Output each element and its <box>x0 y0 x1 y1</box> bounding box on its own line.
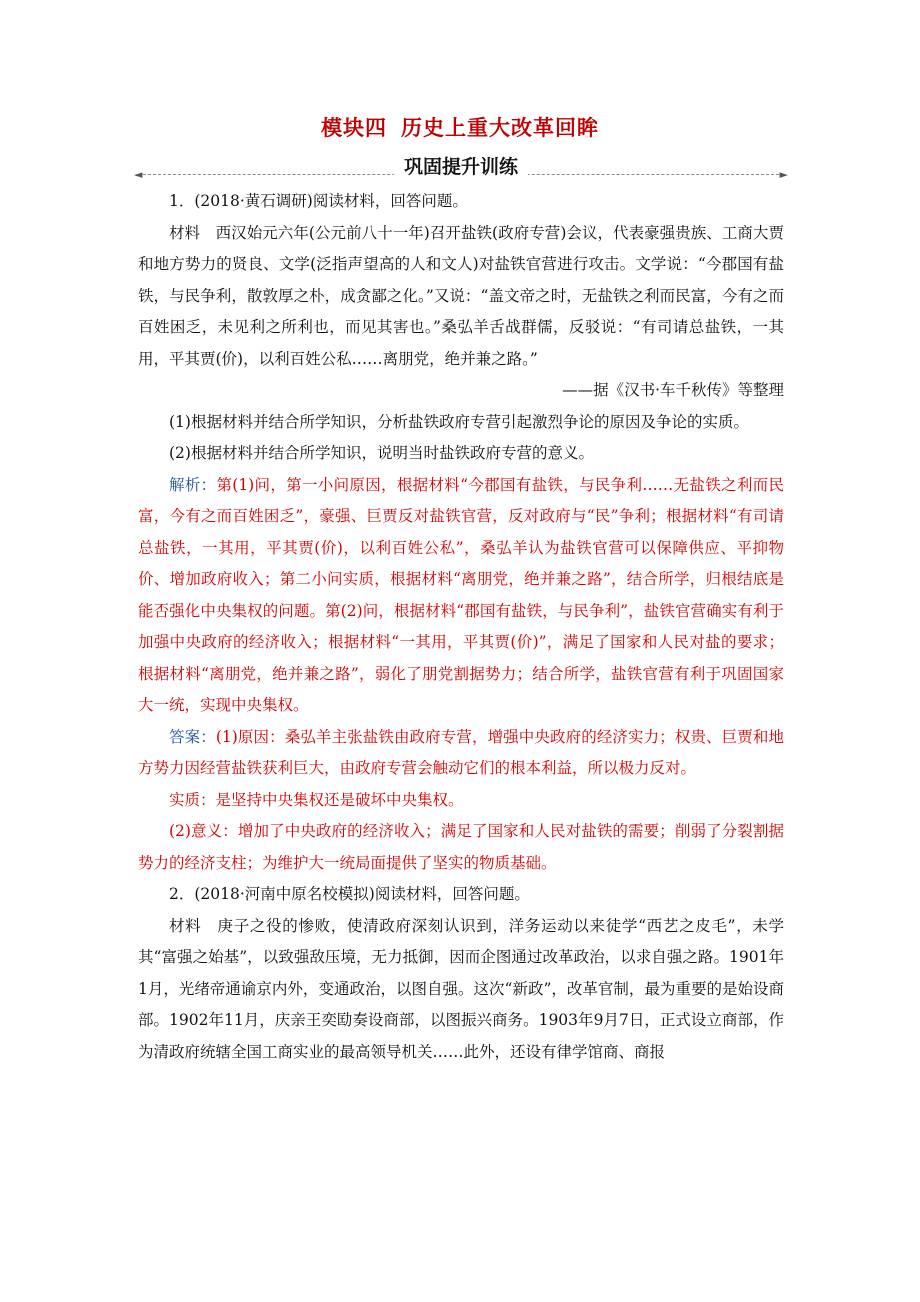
answer-label: 答案： <box>169 727 216 746</box>
question-1-essence: 实质：是坚持中央集权还是破坏中央集权。 <box>169 790 464 809</box>
question-1-analysis <box>138 470 784 722</box>
title-module: 模块四 <box>321 115 387 140</box>
question-1-sub1: (1)根据材料并结合所学知识，分析盐铁政府专营引起激烈争论的原因及争论的实质。 <box>169 412 749 431</box>
section-title: 巩固提升训练 <box>394 156 528 178</box>
analysis-text: 第(1)问，第一小问原因，根据材料“今郡国有盐铁，与民争利……无盐铁之利而民富，今有之而百姓困乏”，豪强、巨贾反对盐铁官营，反对政府与“民”争利；根据材料“有司请总盐铁，一其用，平其贾(价)，以利百姓公私”，桑弘羊认为盐铁官营可以保障供应、平抑物价、增加政府收入；第二小问实质，根据材料“离朋党，绝并兼之路”，结合所学，归根结底是能否强化中央集权的问题。第(2)问，根据材料“郡国有盐铁，与民争利”，盐铁官营确实有利于加强中央政府的经济收入；根据材料“一其用，平其贾(价)”，满足了国家和人民对盐的要求；根据材料“离朋党，绝并兼之路”，弱化了朋党割据势力；结合所学，盐铁官营有利于巩固国家大一统，实现中央集权。 <box>138 475 784 714</box>
right-arrow-icon: ► <box>779 168 788 181</box>
question-1-prompt: 1．(2018·黄石调研)阅读材料，回答问题。 <box>169 192 468 210</box>
section-header <box>134 152 788 182</box>
question-1-answer <box>138 722 784 785</box>
question-1-sub2: (2)根据材料并结合所学知识，说明当时盐铁政府专营的意义。 <box>169 444 594 462</box>
left-arrow-icon: ◄ <box>134 168 143 181</box>
page-title <box>0 112 920 142</box>
question-2-material: 材料 庚子之役的惨败，使清政府深刻认识到，洋务运动以来徒学“西艺之皮毛”，未学其“富强之始基”，以致强敌压境，无力抵御，因而企图通过改革政治，以求自强之路。1901年1月，光绪帝通谕京内外，变通政治，以图自强。这次“新政”，改革官制，最为重要的是始设商部。1902年11月，庆亲王奕劻奏设商部，以图振兴商务。1903年9月7日，正式设立商部，作为清政府统辖全国工商实业的最高领导机关……此外，还设有律学馆商、商报 <box>138 916 784 1061</box>
content-body <box>138 186 784 1068</box>
question-1-material: 材料 西汉始元六年(公元前八十一年)召开盐铁(政府专营)会议，代表豪强贵族、工商大贾和地方势力的贤良、文学(泛指声望高的人和文人)对盐铁官营进行攻击。文学说：“今郡国有盐铁，与民争利，散敦厚之朴，成贪鄙之化。”又说：“盖文帝之时，无盐铁之利而民富，今有之而百姓困乏，未见利之所利也，而见其害也。”桑弘羊舌战群儒，反驳说：“有司请总盐铁，一其用，平其贾(价)，以利百姓公私……离朋党，绝并兼之路。” <box>138 223 784 368</box>
question-2-prompt: 2．(2018·河南中原名校模拟)阅读材料，回答问题。 <box>169 885 530 903</box>
analysis-label: 解析： <box>169 475 217 494</box>
answer-text: (1)原因：桑弘羊主张盐铁由政府专营，增强中央政府的经济实力；权贵、巨贾和地方势力因经营盐铁获利巨大，由政府专营会触动它们的根本利益，所以极力反对。 <box>138 727 784 777</box>
question-1-meaning: (2)意义：增加了中央政府的经济收入；满足了国家和人民对盐铁的需要；削弱了分裂割据势力的经济支柱；为维护大一统局面提供了坚实的物质基础。 <box>138 822 784 872</box>
question-1-source: ——据《汉书·车千秋传》等整理 <box>562 381 784 399</box>
title-topic: 历史上重大改革回眸 <box>401 115 599 140</box>
